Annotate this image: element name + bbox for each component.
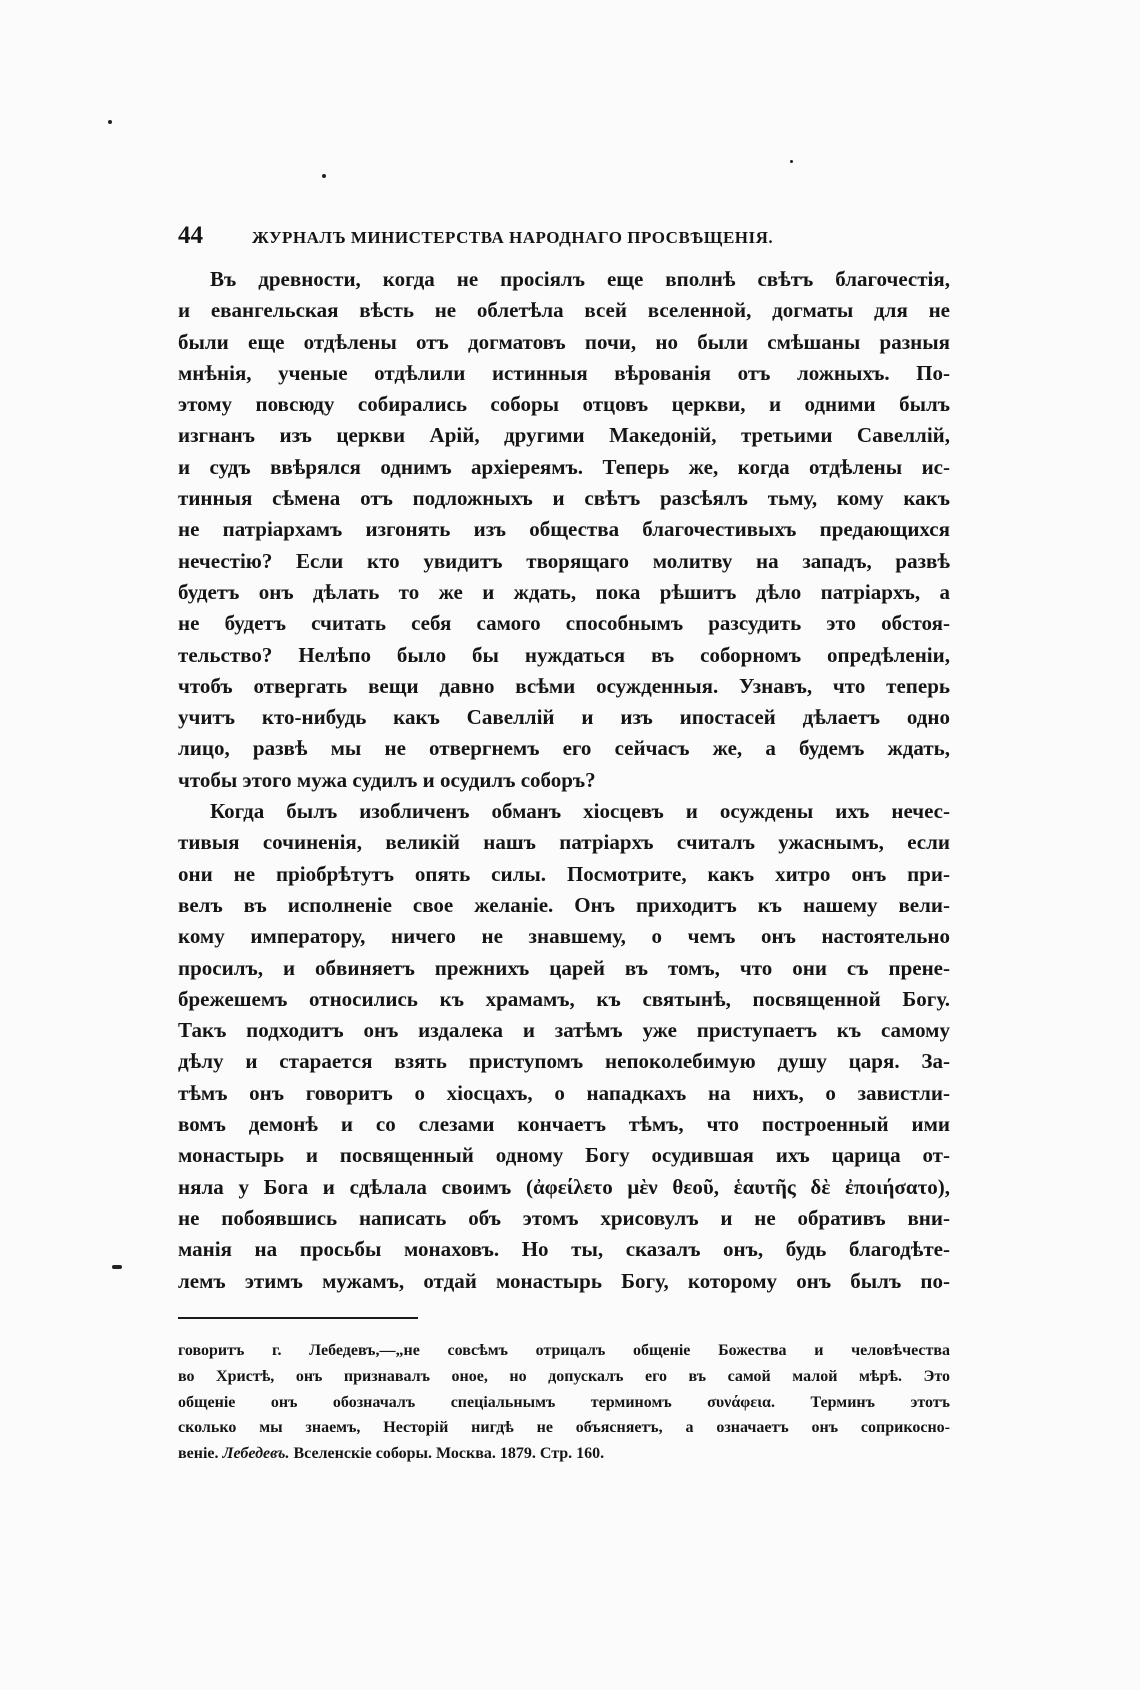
text-line: тинныя сѣмена отъ подложныхъ и свѣтъ разсѣялъ тьму, кому какъ (178, 486, 950, 511)
footnote-line: во Христѣ, онъ признавалъ оное, но допускалъ его въ самой малой мѣрѣ. Это (178, 1367, 950, 1385)
text-line: были еще отдѣлены отъ догматовъ почи, но были смѣшаны разныя (178, 329, 950, 354)
text-line: и евангельская вѣсть не облетѣла всей вселенной, догматы для не (178, 298, 950, 323)
text-line: Въ древности, когда не просіялъ еще вполнѣ свѣтъ благочестія, (210, 267, 950, 291)
footnote-citation: Вселенскіе соборы. Москва. 1879. Стр. 160. (293, 1445, 605, 1463)
footnote-text: веніе. (178, 1445, 219, 1463)
text-line: дѣлу и старается взять приступомъ непоколебимую душу царя. За- (178, 1049, 950, 1074)
text-line: мнѣнія, ученые отдѣлили истинныя вѣрованія отъ ложныхъ. По- (178, 360, 950, 385)
text-line: няла у Бога и сдѣлала своимъ (ἀφείλετο μὲν θεοῦ, ἑαυτῆς δὲ ἐποιήσατο), (178, 1174, 950, 1199)
paragraph-1 (178, 264, 950, 796)
text-line: брежешемъ относились къ храмамъ, къ святынѣ, посвященной Богу. (178, 986, 950, 1011)
paragraph-2 (178, 796, 950, 1297)
text-line: не будетъ считать себя самого способнымъ разсудить это обстоя- (178, 611, 950, 636)
footnote-author: Лебедевъ. (222, 1445, 290, 1463)
text-line: тивыя сочиненія, великій нашъ патріархъ считалъ ужаснымъ, если (178, 830, 950, 855)
ink-speck (108, 120, 112, 124)
footnote-separator (178, 1317, 418, 1319)
text-line: Когда былъ изобличенъ обманъ хіосцевъ и осуждены ихъ нечес- (210, 799, 950, 824)
footnote (178, 1338, 950, 1467)
running-title: ЖУРНАЛЪ МИНИСТЕРСТВА НАРОДНАГО ПРОСВѢЩЕНІЯ. (252, 228, 774, 247)
text-line: будетъ онъ дѣлать то же и ждать, пока рѣшитъ дѣло патріархъ, а (178, 579, 950, 604)
text-line: просилъ, и обвиняетъ прежнихъ царей въ томъ, что они съ прене- (178, 955, 950, 980)
footnote-line: говоритъ г. Лебедевъ,—„не совсѣмъ отрицалъ общеніе Божества и человѣчества (178, 1342, 950, 1359)
text-line: кому императору, ничего не знавшему, о чемъ онъ настоятельно (178, 924, 950, 949)
text-line: монастырь и посвященный одному Богу осудившая ихъ царица от- (178, 1143, 950, 1168)
text-line: нечестію? Если кто увидитъ творящаго молитву на западъ, развѣ (178, 548, 950, 573)
text-line: вомъ демонѣ и со слезами кончаетъ тѣмъ, что построенный ими (178, 1112, 950, 1137)
text-line: чтобъ отвергать вещи давно всѣми осужденныя. Узнавъ, что теперь (178, 673, 950, 698)
ink-speck (790, 160, 793, 163)
text-line: тѣмъ онъ говоритъ о хіосцахъ, о нападкахъ на нихъ, о завистли- (178, 1080, 950, 1105)
text-line: они не пріобрѣтутъ опять силы. Посмотрите, какъ хитро онъ при- (178, 861, 950, 886)
page-number: 44 (178, 222, 203, 249)
ink-speck (322, 174, 326, 178)
text-line: этому повсюду собирались соборы отцовъ церкви, и одними былъ (178, 392, 950, 417)
body-text (178, 264, 950, 1297)
text-line: и судъ ввѣрялся однимъ архіереямъ. Теперь же, когда отдѣлены ис- (178, 454, 950, 479)
text-line: изгнанъ изъ церкви Арій, другими Македоній, третьими Савеллій, (178, 423, 950, 448)
text-line: чтобы этого мужа судилъ и осудилъ соборъ? (178, 767, 596, 792)
page-header (178, 222, 950, 256)
text-line: велъ въ исполненіе свое желаніе. Онъ приходитъ къ нашему вели- (178, 892, 950, 917)
text-line: тельство? Нелѣпо было бы нуждаться въ соборномъ опредѣленіи, (178, 642, 950, 667)
text-line: манія на просьбы монаховъ. Но ты, сказалъ онъ, будь благодѣте- (178, 1237, 950, 1262)
text-line: не побоявшись написать объ этомъ хрисовулъ и не обративъ вни- (178, 1205, 950, 1230)
text-line: не патріархамъ изгонять изъ общества благочестивыхъ предающихся (178, 517, 950, 542)
text-line: лицо, развѣ мы не отвергнемъ его сейчасъ же, а будемъ ждать, (178, 736, 950, 761)
ink-speck (112, 1265, 122, 1269)
footnote-line (178, 1441, 950, 1467)
text-line: Такъ подходитъ онъ издалека и затѣмъ уже приступаетъ къ самому (178, 1018, 950, 1043)
text-line: учитъ кто-нибудь какъ Савеллій и изъ ипостасей дѣлаетъ одно (178, 705, 950, 730)
text-line: лемъ этимъ мужамъ, отдай монастырь Богу, которому онъ былъ по- (178, 1268, 950, 1293)
footnote-line: сколько мы знаемъ, Несторій нигдѣ не объясняетъ, а означаетъ онъ соприкосно- (178, 1419, 950, 1437)
footnote-line: общеніе онъ обозначалъ спеціальнымъ терминомъ συνάφεια. Терминъ этотъ (178, 1393, 950, 1411)
